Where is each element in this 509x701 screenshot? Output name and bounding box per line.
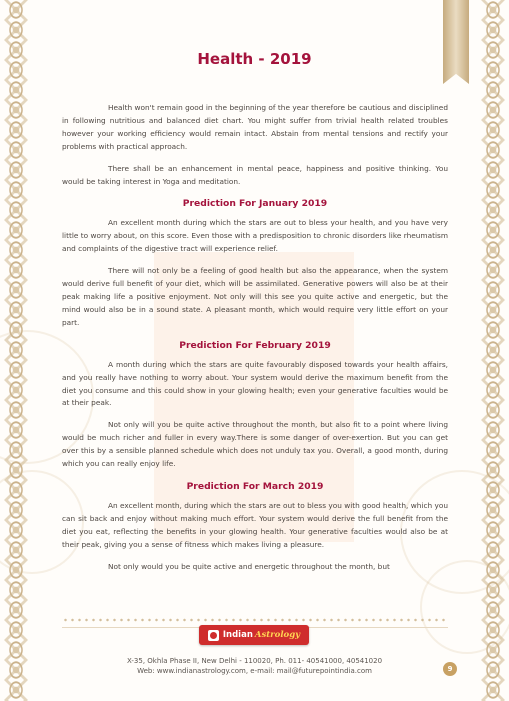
footer-ornament: [62, 617, 448, 623]
february-paragraph: A month during which the stars are quite favourably disposed towards your health affairs, and you really have nothing to worry about. Your system would derive the maximum benefit from the diet you consume and this could show in your glowing health; even your generative faculties would be at their peak.: [62, 359, 448, 408]
january-paragraph: An excellent month during which the stars are out to bless your health, and you have very little to worry about, on this score. Even those with a predisposition to chronic disorders like rheumatism and complaints of the digestive tract will experience relief.: [62, 218, 448, 254]
indian-astrology-logo: [199, 625, 309, 645]
footer-address-block: [0, 656, 509, 676]
january-paragraph: There will not only be a feeling of good health but also the appearance, when the system would derive full benefit of your diet, which will be assimilated. Generative powers will also be at their peak making life a positive enjoyment. Not only will this see you quite active and energetic, but the mind would also be in a sound state. A pleasant month, which would require very little effort on your part.: [62, 266, 448, 327]
section-heading-january: Prediction For January 2019: [182, 198, 328, 210]
section-heading-february: Prediction For February 2019: [179, 339, 331, 351]
footer-web-contact: Web: www.indianastrology.com, e-mail: mail@futurepointindia.com: [137, 667, 372, 675]
march-paragraph: An excellent month, during which the stars are out to bless you with good health, which you can sit back and enjoy without making much effort. Your system would derive the full benefit from the diet you eat, reflecting the benefits in your glowing health. Your generative faculties would also be at their peak, giving you a sense of fitness which makes living a pleasure.: [62, 500, 448, 549]
footer-address: X-35, Okhla Phase II, New Delhi - 110020, Ph. 011- 40541000, 40541020: [126, 657, 383, 665]
logo-text-indian: Indian: [222, 630, 253, 640]
intro-paragraph: There shall be an enhancement in mental peace, happiness and positive thinking. You would be taking interest in Yoga and meditation.: [62, 163, 448, 186]
page-title: Health - 2019: [197, 50, 312, 68]
section-heading-march: Prediction For March 2019: [186, 480, 324, 492]
february-paragraph: Not only will you be quite active throughout the month, but also fit to a point where living would be much richer and fuller in every way.There is some danger of over-exertion. But you can get over this by a sensible planned schedule which does not unduly tax you. Overall, a good month, during which you can really enjoy life.: [62, 420, 448, 469]
logo-icon: [208, 630, 219, 641]
march-paragraph: Not only would you be quite active and energetic throughout the month, but: [108, 561, 390, 571]
ribbon-bookmark: [443, 0, 469, 84]
page-number-badge: 9: [443, 662, 457, 676]
article-body: [62, 102, 448, 582]
logo-text-astrology: Astrology: [254, 630, 301, 640]
intro-paragraph: Health won't remain good in the beginning of the year therefore be cautious and disciplined in following nutritious and balanced diet chart. You might suffer from trivial health related troubles however your working efficiency would remain intact. Abstain from mental tensions and rectify your problems with practical approach.: [62, 103, 448, 151]
